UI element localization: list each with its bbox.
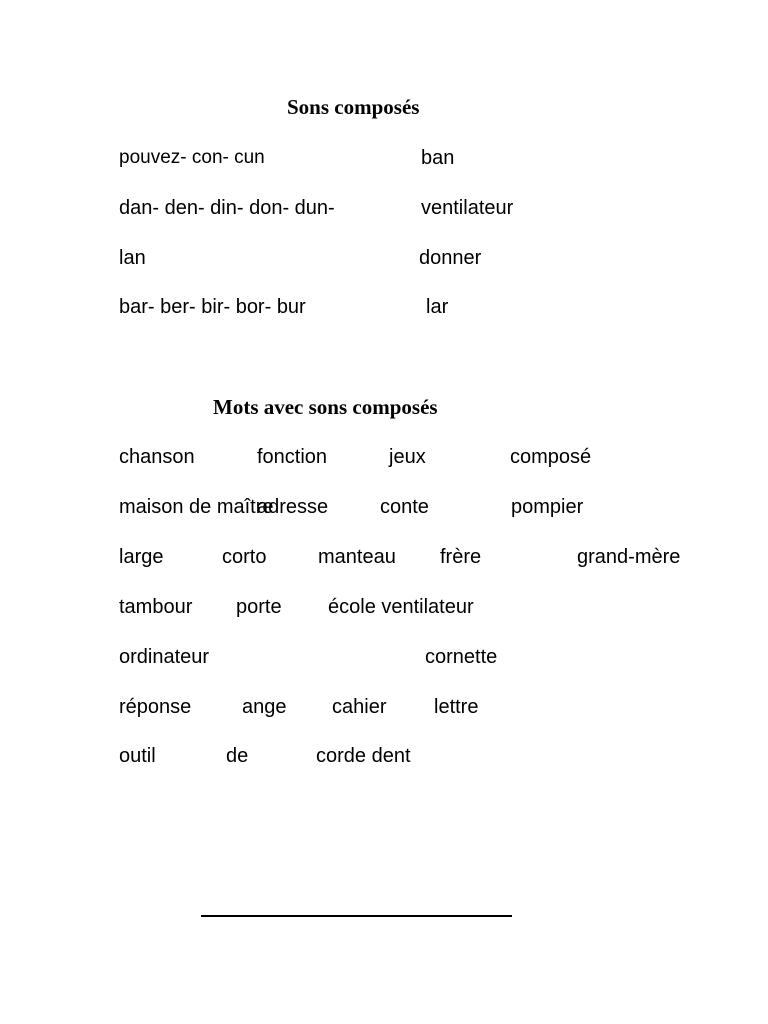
s2-word: adresse (257, 496, 329, 518)
s1-row4-left: bar- ber- bir- bor- bur (119, 296, 306, 318)
s2-word: frère (440, 546, 482, 568)
s2-word: cahier (332, 696, 387, 718)
s1-row3-left: lan (119, 247, 146, 269)
s2-word: outil (119, 745, 156, 767)
s2-word: école ventilateur (328, 596, 474, 618)
s2-word: corde dent (316, 745, 411, 767)
s2-word: grand-mère (577, 546, 681, 568)
s1-row2-right: ventilateur (421, 197, 514, 219)
s1-row1-right: ban (421, 147, 455, 169)
s2-word: manteau (318, 546, 396, 568)
s2-word: porte (236, 596, 282, 618)
s2-word: de (226, 745, 249, 767)
s2-word: ange (242, 696, 287, 718)
s2-word: jeux (389, 446, 426, 468)
s2-word: maison de maître (119, 496, 274, 518)
s2-word: ordinateur (119, 646, 210, 668)
s1-row4-right: lar (426, 296, 449, 318)
s1-row3-right: donner (419, 247, 482, 269)
s2-word: composé (510, 446, 592, 468)
s1-row2-left: dan- den- din- don- dun- (119, 197, 335, 219)
section-title-mots-avec-sons-composes: Mots avec sons composés (213, 395, 438, 419)
s2-word: pompier (511, 496, 584, 518)
s2-word: chanson (119, 446, 195, 468)
section-title-sons-composes: Sons composés (287, 95, 420, 119)
s2-word: cornette (425, 646, 498, 668)
s2-word: tambour (119, 596, 193, 618)
s2-word: large (119, 546, 164, 568)
s2-word: réponse (119, 696, 192, 718)
s2-word: fonction (257, 446, 328, 468)
s1-row1-left: pouvez- con- cun (119, 147, 265, 168)
s2-word: conte (380, 496, 429, 518)
s2-word: corto (222, 546, 267, 568)
footer-rule (201, 915, 512, 917)
s2-word: lettre (434, 696, 479, 718)
